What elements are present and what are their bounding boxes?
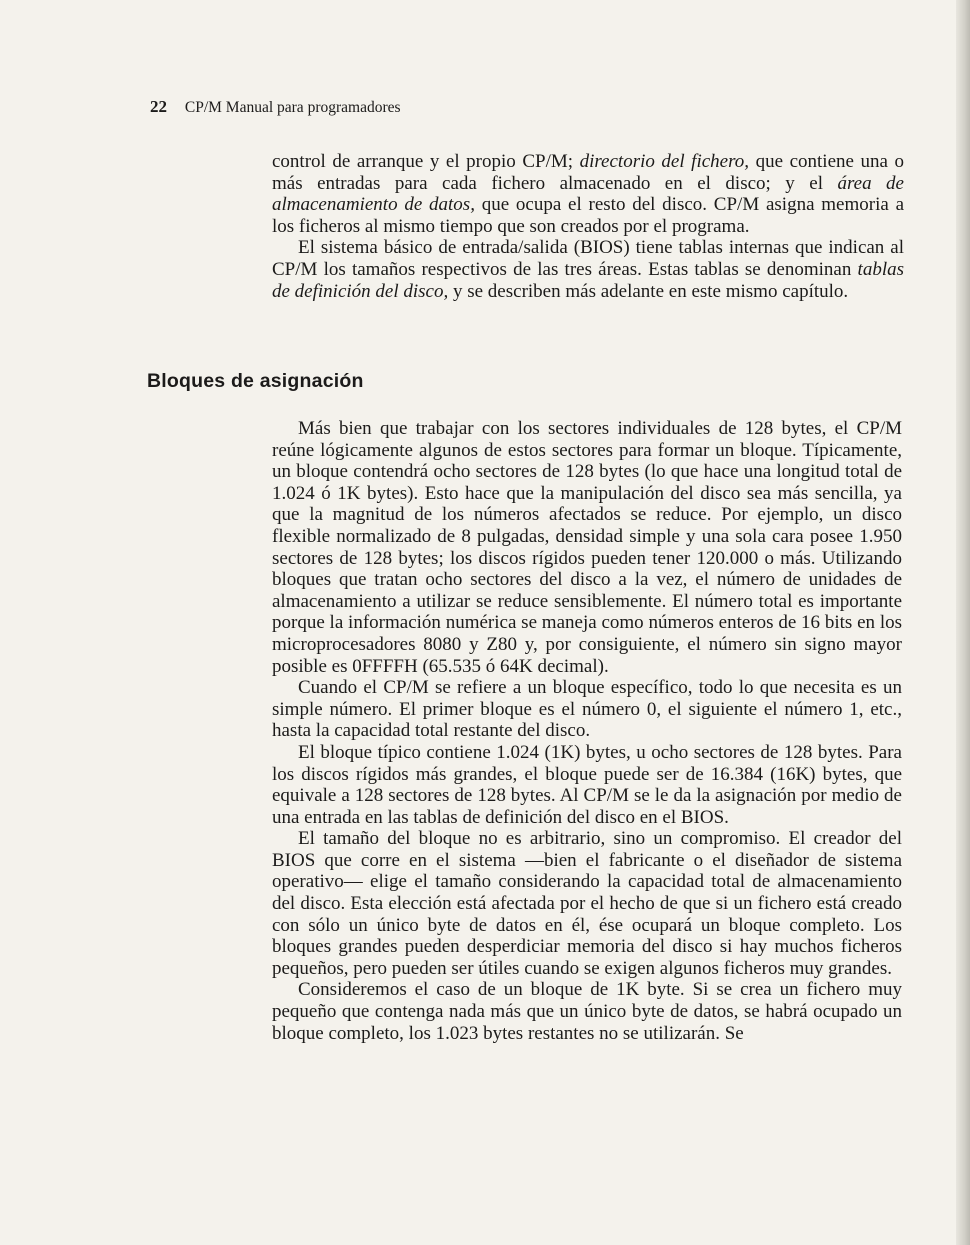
body-paragraph-4: El tamaño del bloque no es arbitrario, sino un compromiso. El creador del BIOS que corre en el sistema —bien el fabricante o el diseñador de sistema operativo— elige el tamaño considerando la capacidad total de almacenamiento del disco. Esta elección está afectada por el hecho de que si un fichero está creado con sólo un único byte de datos en él, ése ocupará un bloque completo. Los bloques grandes pueden desperdiciar memoria del disco si hay muchos ficheros pequeños, pero pueden ser útiles cuando se exigen algunos ficheros muy grandes. [272, 828, 902, 979]
body-paragraph-5: Consideremos el caso de un bloque de 1K byte. Si se crea un fichero muy pequeño que contenga nada más que un único byte de datos, se habrá ocupado un bloque completo, los 1.023 bytes restantes no se utilizarán. Se [272, 979, 902, 1044]
text-run: que contiene una o más entradas para cada fichero almacenado en el disco; y el [272, 151, 904, 194]
section-heading: Bloques de asignación [147, 370, 364, 392]
italic-term: área de almacenamiento de datos, [272, 172, 904, 216]
intro-paragraph-2 [272, 237, 904, 302]
section-body [272, 418, 902, 1044]
intro-paragraph-1 [272, 151, 904, 237]
text-run: control de arranque y el propio CP/M; [272, 151, 580, 172]
italic-term: directorio del fichero, [579, 151, 750, 172]
text-run: y se describen más adelante en este mismo capítulo. [448, 280, 849, 302]
body-paragraph-1: Más bien que trabajar con los sectores individuales de 128 bytes, el CP/M reúne lógicamente algunos de estos sectores para formar un bloque. Típicamente, un bloque contendrá ocho sectores de 128 bytes (lo que hace una longitud total de 1.024 ó 1K bytes). Esto hace que la manipulación del disco sea más sencilla, ya que la magnitud de los números afectados se reduce. Por ejemplo, un disco flexible normalizado de 8 pulgadas, densidad simple y una sola cara posee 1.950 sectores de 128 bytes; los discos rígidos pueden tener 120.000 o más. Utilizando bloques que tratan ocho sectores del disco a la vez, el número de unidades de almacenamiento a utilizar se reduce sensiblemente. El número total es importante porque la información numérica se maneja como números enteros de 16 bits en los microprocesadores 8080 y Z80 y, por consiguiente, el número sin signo mayor posible es 0FFFFH (65.535 ó 64K decimal). [272, 418, 902, 677]
page-number: 22 [150, 97, 167, 116]
running-title: CP/M Manual para programadores [184, 99, 401, 116]
italic-term: tablas de definición del disco, [272, 258, 904, 302]
body-paragraph-2: Cuando el CP/M se refiere a un bloque específico, todo lo que necesita es un simple número. El primer bloque es el número 0, el siguiente el número 1, etc., hasta la capacidad total restante del disco. [272, 677, 902, 742]
page-header [150, 97, 401, 117]
page-edge-shadow [956, 0, 970, 1245]
body-paragraph-3: El bloque típico contiene 1.024 (1K) bytes, u ocho sectores de 128 bytes. Para los discos rígidos más grandes, el bloque puede ser de 16.384 (16K) bytes, que equivale a 128 sectores de 128 bytes. Al CP/M se le da la asignación por medio de una entrada en las tablas de definición del disco en el BIOS. [272, 741, 902, 828]
text-run: que ocupa el resto del disco. CP/M asigna memoria a los ficheros al mismo tiempo que son creados por el programa. [272, 194, 904, 237]
intro-text [272, 151, 904, 302]
text-run: El sistema básico de entrada/salida (BIOS) tiene tablas internas que indican al CP/M los tamaños respectivos de las tres áreas. Estas tablas se denominan [272, 237, 904, 280]
